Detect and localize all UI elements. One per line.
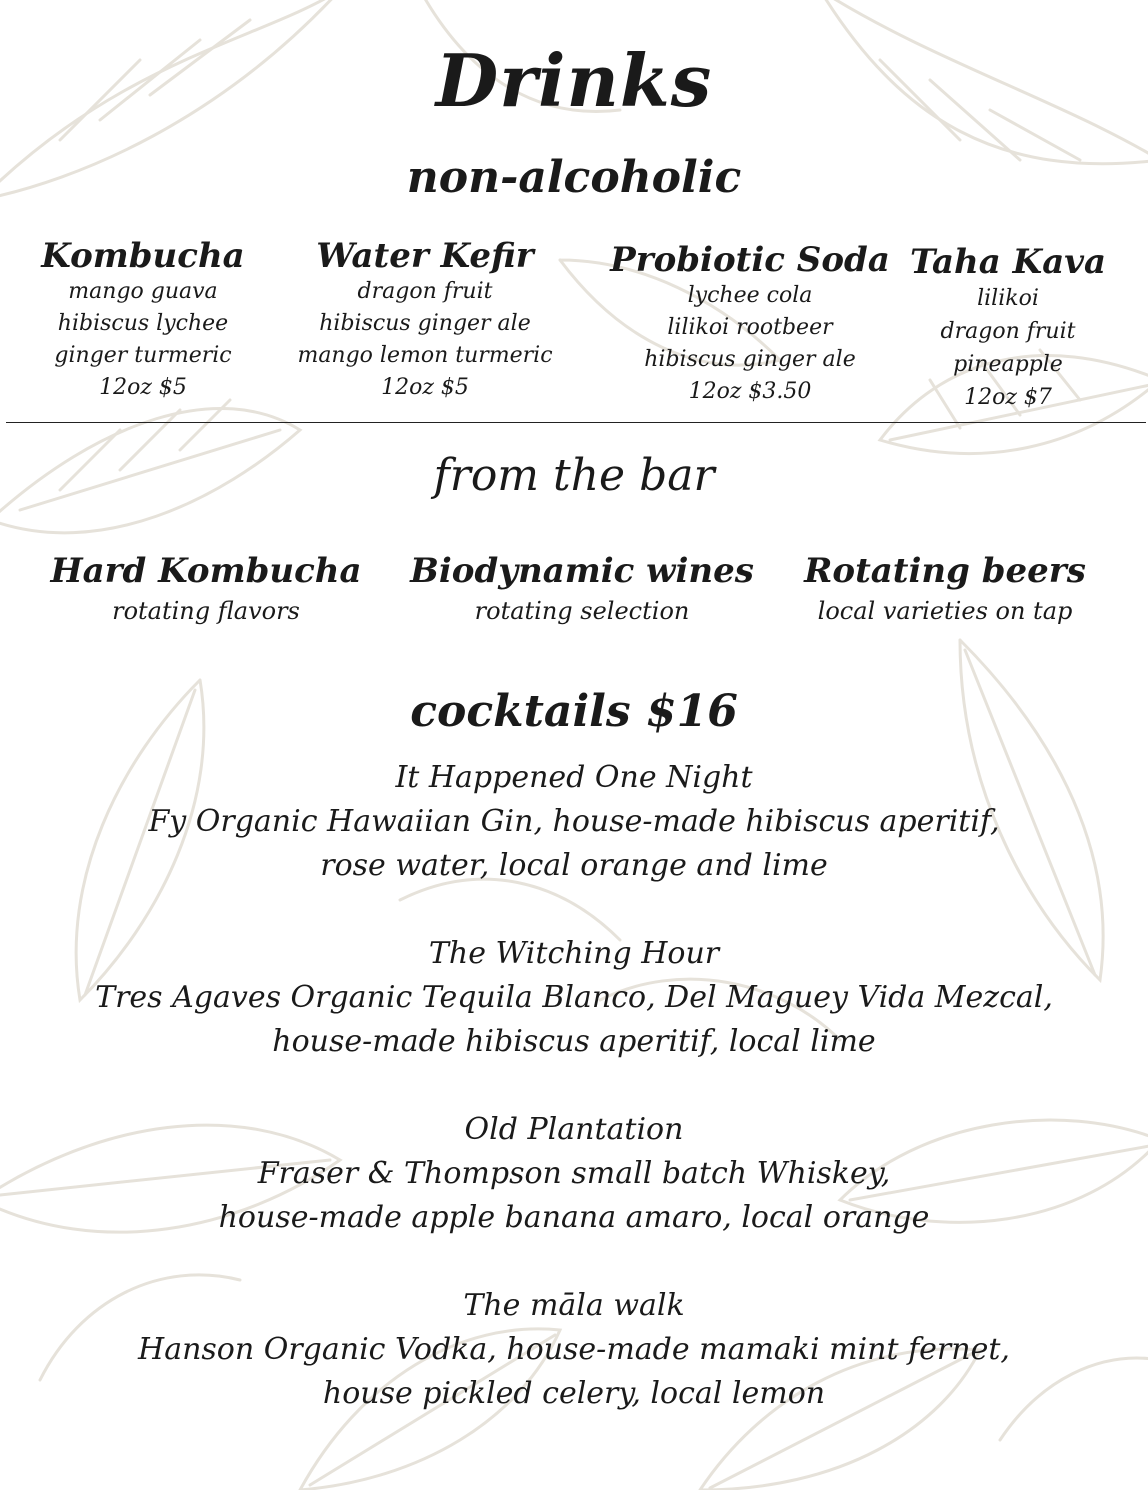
drink-column-taha-kava xyxy=(904,242,1112,414)
drink-column-probiotic-soda xyxy=(596,240,904,408)
flavor-item: pineapple xyxy=(953,352,1063,377)
drink-column-water-kefir xyxy=(280,236,570,404)
drink-price: 12oz $3.50 xyxy=(688,379,812,404)
cocktail-name: The Witching Hour xyxy=(428,936,720,971)
section-heading-cocktails: cocktails $16 xyxy=(410,686,738,737)
cocktail-name: The māla walk xyxy=(463,1288,685,1323)
cocktail-description-line: house-made hibiscus aperitif, local lime xyxy=(272,1024,876,1059)
flavor-item: lilikoi xyxy=(977,286,1039,311)
flavor-item: dragon fruit xyxy=(940,319,1076,344)
cocktail-description-line: Fy Organic Hawaiian Gin, house-made hibiscus aperitif, xyxy=(148,804,1000,839)
bar-item-hard-kombucha xyxy=(36,548,376,628)
section-divider xyxy=(6,422,1146,423)
cocktail-description-line: Tres Agaves Organic Tequila Blanco, Del Maguey Vida Mezcal, xyxy=(95,980,1053,1015)
drink-price: 12oz $5 xyxy=(99,375,187,400)
cocktail-description-line: house-made apple banana amaro, local orange xyxy=(218,1200,930,1235)
cocktail-name: It Happened One Night xyxy=(395,760,753,795)
cocktail-name: Old Plantation xyxy=(464,1112,684,1147)
flavor-item: lychee cola xyxy=(687,283,813,308)
flavor-item: mango guava xyxy=(68,279,218,304)
section-heading-from-the-bar: from the bar xyxy=(433,450,715,501)
flavor-item: hibiscus lychee xyxy=(57,311,229,336)
flavor-item: hibiscus ginger ale xyxy=(644,347,856,372)
cocktail-description-line: Hanson Organic Vodka, house-made mamaki mint fernet, xyxy=(138,1332,1010,1367)
drink-price: 12oz $7 xyxy=(964,385,1052,410)
drink-column-title: Probiotic Soda xyxy=(610,240,890,280)
cocktail-description-line: rose water, local orange and lime xyxy=(320,848,828,883)
drink-column-title: Water Kefir xyxy=(316,236,534,276)
drink-column-kombucha xyxy=(26,236,260,404)
cocktail-it-happened-one-night xyxy=(0,756,1148,888)
cocktail-the-witching-hour xyxy=(0,932,1148,1064)
cocktail-old-plantation xyxy=(0,1108,1148,1240)
bar-item-title: Rotating beers xyxy=(804,551,1086,591)
drink-price: 12oz $5 xyxy=(381,375,469,400)
bar-item-subtitle: rotating flavors xyxy=(112,597,300,625)
drink-column-title: Taha Kava xyxy=(909,242,1107,282)
flavor-item: ginger turmeric xyxy=(54,343,232,368)
cocktail-description-line: Fraser & Thompson small batch Whiskey, xyxy=(257,1156,891,1191)
flavor-item: dragon fruit xyxy=(357,279,493,304)
section-heading-non-alcoholic: non-alcoholic xyxy=(406,152,742,203)
page-title: Drinks xyxy=(435,38,713,123)
bar-item-subtitle: local varieties on tap xyxy=(817,597,1073,625)
bar-item-rotating-beers xyxy=(790,548,1100,628)
flavor-item: mango lemon turmeric xyxy=(297,343,553,368)
drink-column-title: Kombucha xyxy=(41,236,245,276)
cocktail-the-mala-walk xyxy=(0,1284,1148,1416)
flavor-item: lilikoi rootbeer xyxy=(667,315,833,340)
bar-item-subtitle: rotating selection xyxy=(474,597,690,625)
flavor-item: hibiscus ginger ale xyxy=(319,311,531,336)
cocktail-description-line: house pickled celery, local lemon xyxy=(322,1376,826,1411)
bar-item-title: Hard Kombucha xyxy=(50,551,362,591)
bar-item-title: Biodynamic wines xyxy=(410,551,754,591)
bar-item-biodynamic-wines xyxy=(396,548,768,628)
